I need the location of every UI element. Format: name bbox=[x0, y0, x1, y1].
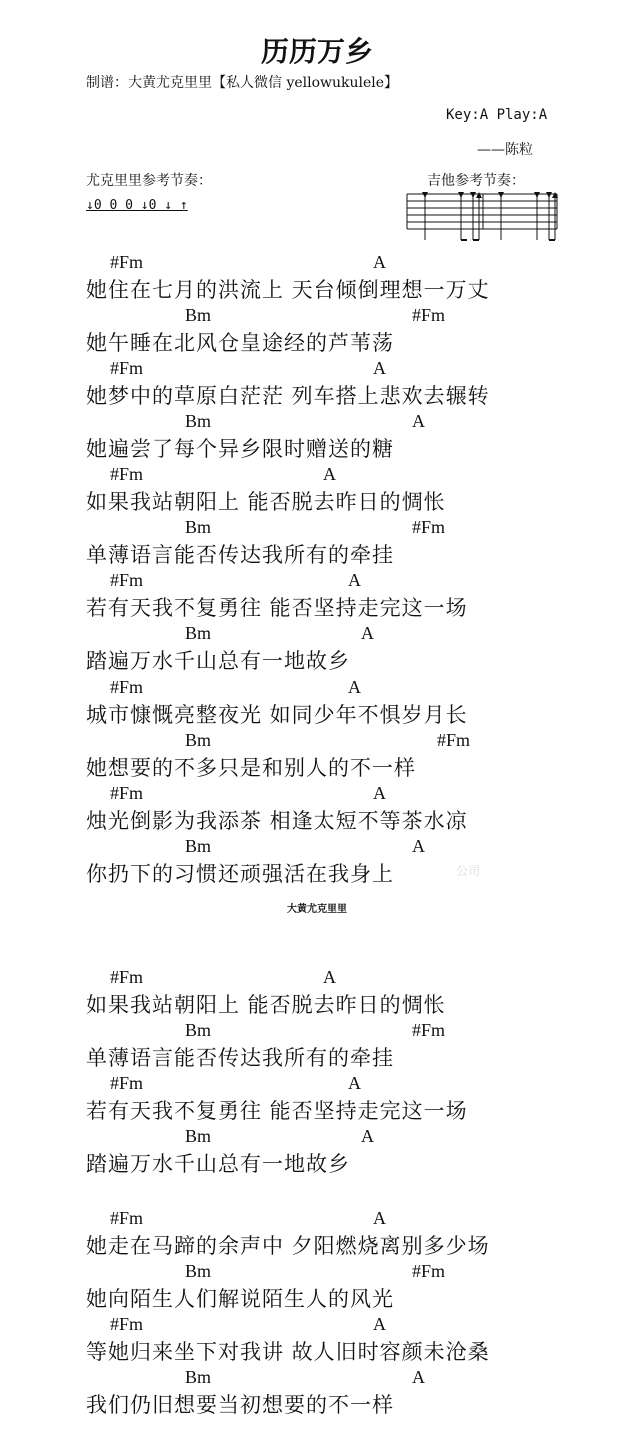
chord-line-11 bbox=[0, 783, 634, 805]
chord-label: A bbox=[412, 411, 425, 431]
chord-line-14 bbox=[0, 1020, 634, 1042]
chord-label: Bm bbox=[185, 517, 212, 537]
chord-label: #Fm bbox=[110, 783, 144, 803]
chord-label: A bbox=[323, 967, 336, 987]
key-play: Key:A Play:A bbox=[446, 107, 548, 123]
chord-label: #Fm bbox=[412, 305, 446, 325]
lyric-line-13: 如果我站朝阳上 能否脱去昨日的惆怅 bbox=[86, 993, 446, 1017]
chord-line-7 bbox=[0, 570, 634, 592]
lyric-line-6: 单薄语言能否传达我所有的牵挂 bbox=[86, 543, 394, 567]
chord-label: #Fm bbox=[412, 1020, 446, 1040]
chord-line-4 bbox=[0, 411, 634, 433]
lyric-line-5: 如果我站朝阳上 能否脱去昨日的惆怅 bbox=[86, 490, 446, 514]
chord-label: #Fm bbox=[110, 1208, 144, 1228]
chord-line-16 bbox=[0, 1126, 634, 1148]
chord-label: A bbox=[348, 677, 361, 697]
chord-label: #Fm bbox=[110, 677, 144, 697]
chord-line-19 bbox=[0, 1314, 634, 1336]
watermark-label: 大黄尤克里里 bbox=[287, 904, 347, 915]
chord-line-17 bbox=[0, 1208, 634, 1230]
chord-label: A bbox=[361, 1126, 374, 1146]
chord-label: A bbox=[373, 783, 386, 803]
lyric-line-3: 她梦中的草原白茫茫 列车搭上悲欢去辗转 bbox=[86, 384, 490, 408]
lyric-line-20: 我们仍旧想要当初想要的不一样 bbox=[86, 1393, 394, 1417]
lyric-line-9: 城市慷慨亮整夜光 如同少年不惧岁月长 bbox=[86, 703, 468, 727]
chord-label: Bm bbox=[185, 730, 212, 750]
chord-line-18 bbox=[0, 1261, 634, 1283]
lyric-line-7: 若有天我不复勇往 能否坚持走完这一场 bbox=[86, 596, 468, 620]
chord-label: #Fm bbox=[412, 517, 446, 537]
lyric-line-17: 她走在马蹄的余声中 夕阳燃烧离别多少场 bbox=[86, 1234, 490, 1258]
uke-rhythm-pattern: ↓0 0 0 ↓0 ↓ ↑ bbox=[86, 198, 188, 213]
chord-line-1 bbox=[0, 252, 634, 274]
chord-line-3 bbox=[0, 358, 634, 380]
lyric-line-10: 她想要的不多只是和别人的不一样 bbox=[86, 756, 416, 780]
chord-line-2 bbox=[0, 305, 634, 327]
lyric-line-14: 单薄语言能否传达我所有的牵挂 bbox=[86, 1046, 394, 1070]
chord-label: #Fm bbox=[437, 730, 471, 750]
lyric-line-2: 她午睡在北风仓皇途经的芦苇荡 bbox=[86, 331, 394, 355]
guitar-rhythm-label: 吉他参考节奏： bbox=[427, 173, 525, 189]
chord-line-13 bbox=[0, 967, 634, 989]
chord-label: Bm bbox=[185, 411, 212, 431]
chord-label: Bm bbox=[185, 305, 212, 325]
chord-label: Bm bbox=[185, 1020, 212, 1040]
chord-label: #Fm bbox=[110, 1073, 144, 1093]
chord-label: Bm bbox=[185, 836, 212, 856]
guitar-tab-icon bbox=[403, 188, 559, 244]
chord-line-20 bbox=[0, 1367, 634, 1389]
chord-label: Bm bbox=[185, 1367, 212, 1387]
uke-rhythm-label: 尤克里里参考节奏： bbox=[86, 173, 212, 189]
chord-label: A bbox=[323, 464, 336, 484]
chord-line-8 bbox=[0, 623, 634, 645]
chord-label: A bbox=[348, 1073, 361, 1093]
lyric-line-11: 烛光倒影为我添茶 相逢太短不等茶水凉 bbox=[86, 809, 468, 833]
chord-label: Bm bbox=[185, 1126, 212, 1146]
chord-label: Bm bbox=[185, 1261, 212, 1281]
chord-label: A bbox=[412, 836, 425, 856]
chord-label: A bbox=[373, 252, 386, 272]
chord-label: #Fm bbox=[110, 252, 144, 272]
chord-line-15 bbox=[0, 1073, 634, 1095]
chord-label: #Fm bbox=[110, 464, 144, 484]
chord-label: #Fm bbox=[110, 967, 144, 987]
chord-label: A bbox=[348, 570, 361, 590]
lyric-line-1: 她住在七月的洪流上 天台倾倒理想一万丈 bbox=[86, 278, 490, 302]
lyric-line-16: 踏遍万水千山总有一地故乡 bbox=[86, 1152, 350, 1176]
chord-label: #Fm bbox=[110, 570, 144, 590]
chord-label: A bbox=[361, 623, 374, 643]
lyric-line-12: 你扔下的习惯还顽强活在我身上 bbox=[86, 862, 394, 886]
lyric-line-8: 踏遍万水千山总有一地故乡 bbox=[86, 649, 350, 673]
song-title: 历历万乡 bbox=[260, 35, 373, 68]
lyric-line-4: 她遍尝了每个异乡限时赠送的糖 bbox=[86, 437, 394, 461]
chord-label: #Fm bbox=[110, 358, 144, 378]
chord-line-10 bbox=[0, 730, 634, 752]
chord-label: Bm bbox=[185, 623, 212, 643]
chord-line-12 bbox=[0, 836, 634, 858]
chord-label: #Fm bbox=[412, 1261, 446, 1281]
chord-line-6 bbox=[0, 517, 634, 539]
artist-name: ——陈粒 bbox=[477, 142, 533, 158]
chord-label: A bbox=[412, 1367, 425, 1387]
chord-label: A bbox=[373, 1208, 386, 1228]
chord-line-5 bbox=[0, 464, 634, 486]
arranger-credit: 制谱：大黄尤克里里【私人微信 yellowukulele】 bbox=[86, 75, 399, 91]
lyric-line-18: 她向陌生人们解说陌生人的风光 bbox=[86, 1287, 394, 1311]
chord-line-9 bbox=[0, 677, 634, 699]
chord-label: A bbox=[373, 1314, 386, 1334]
faded-watermark-text: 公司 bbox=[456, 864, 481, 878]
chord-label: A bbox=[373, 358, 386, 378]
lyric-line-19: 等她归来坐下对我讲 故人旧时容颜未沧桑 bbox=[86, 1340, 490, 1364]
lyric-line-15: 若有天我不复勇往 能否坚持走完这一场 bbox=[86, 1099, 468, 1123]
chord-label: #Fm bbox=[110, 1314, 144, 1334]
